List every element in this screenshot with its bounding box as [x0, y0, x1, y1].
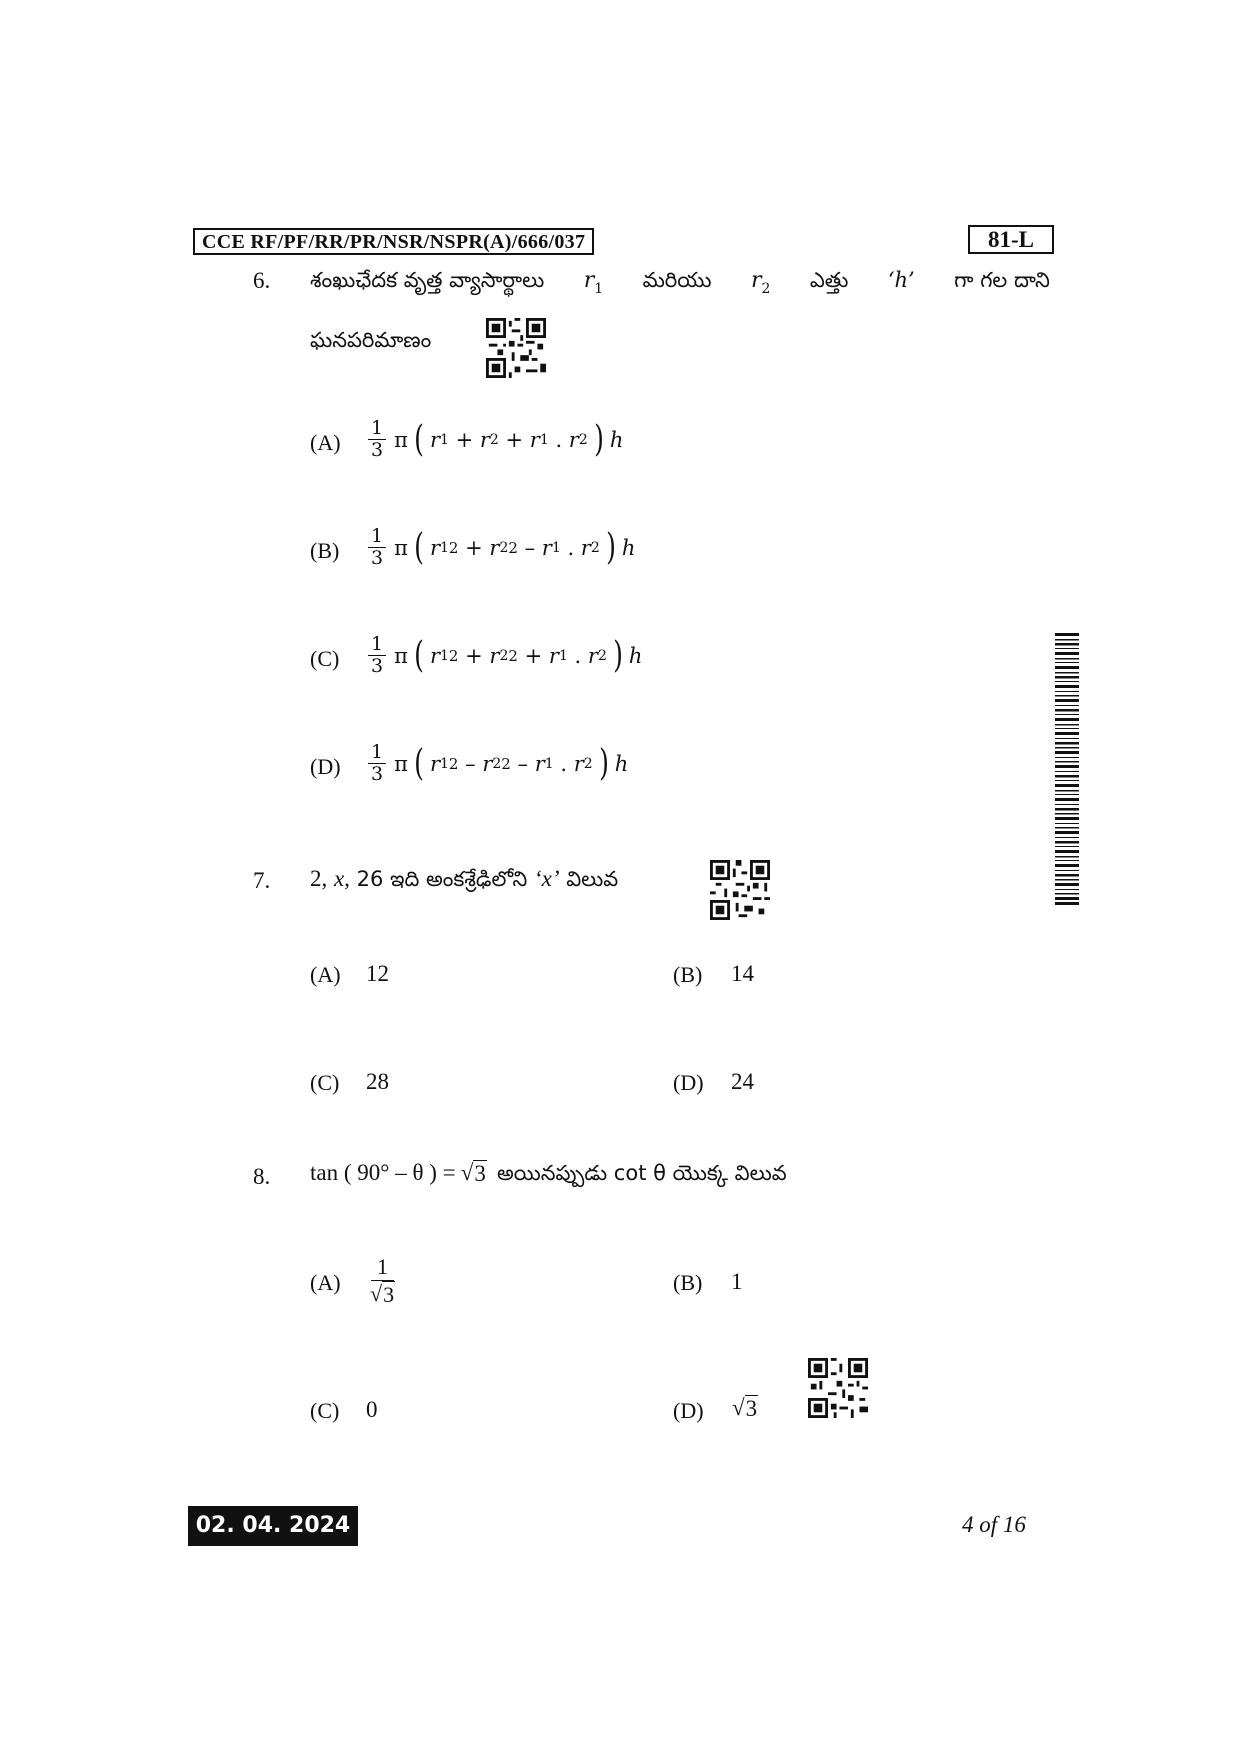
exam-date: 02. 04. 2024: [188, 1506, 358, 1546]
q6-option-d-formula: $\frac{1}{3}$ π ( r 1 2 – r 2 2 – r 1 . r 2 ) h: [368, 742, 628, 785]
question-6-number: 6.: [253, 268, 271, 293]
q6-r1: $r_1$: [583, 268, 604, 297]
q7-option-c-value: 28: [366, 1069, 389, 1094]
question-8-text: [310, 1160, 787, 1191]
q6-option-b-formula: $\frac{1}{3}$ π ( r 1 2 + r 2 2 – r 1 . r 2 ) h: [368, 526, 635, 569]
q8-option-b-label: (B): [673, 1270, 703, 1295]
q6-text-b: మరియు: [642, 268, 712, 292]
q7-option-a-value: 12: [366, 961, 389, 986]
q6-option-a-label: (A): [310, 430, 341, 455]
q7-text-a: 2,: [310, 866, 328, 891]
q7-option-d-label: (D): [673, 1070, 704, 1095]
q8-option-a-formula: 1 √ 3: [370, 1254, 395, 1307]
q8-option-c-value: 0: [366, 1397, 378, 1422]
q6-text-h: ‘h’: [887, 268, 915, 292]
q7-text-x: x,: [333, 866, 350, 891]
q7-option-d-value: 24: [731, 1069, 754, 1094]
q8-option-c-label: (C): [310, 1398, 340, 1423]
q8-text-b: అయినప్పుడు cot θ యొక్క విలువ: [497, 1161, 787, 1185]
q8-sqrt3: √ 3: [460, 1160, 486, 1186]
q8-text-a: tan ( 90° – θ ) =: [310, 1160, 456, 1185]
barcode-icon: [1055, 633, 1079, 905]
qr-code-icon: [486, 318, 546, 378]
q7-option-a-label: (A): [310, 962, 341, 987]
q6-option-a-formula: $\frac{1}{3}$ π ( r 1 + r 2 + r 1 . r 2 ) h: [368, 418, 623, 461]
qr-code-icon: [710, 860, 770, 920]
q8-option-a-label: (A): [310, 1270, 341, 1295]
q7-text-c: విలువ: [566, 867, 619, 891]
question-8-number: 8.: [253, 1164, 271, 1189]
q8-option-d-formula: √ 3: [732, 1395, 758, 1421]
qr-code-icon: [808, 1358, 868, 1418]
q7-option-b-value: 14: [731, 961, 754, 986]
q7-text-b: 26 ఇది అంకశ్రేఢిలోని: [356, 867, 528, 891]
q6-r2: $r_2$: [750, 268, 771, 297]
q7-option-c-label: (C): [310, 1070, 340, 1095]
q6-text-d: గా గల దాని: [954, 268, 1050, 292]
q8-option-d-label: (D): [673, 1398, 704, 1423]
question-7-text: [310, 866, 618, 897]
exam-code: CCE RF/PF/RR/PR/NSR/NSPR(A)/666/037: [193, 228, 594, 255]
q6-text-a: శంఖుఛేదక వృత్త వ్యాసార్థాలు: [310, 268, 545, 292]
q7-option-b-label: (B): [673, 962, 703, 987]
question-7-number: 7.: [253, 868, 271, 893]
q6-text-c: ఎత్తు: [809, 268, 849, 292]
q8-option-b-value: 1: [731, 1269, 743, 1294]
paper-code: 81-L: [968, 225, 1054, 254]
q6-option-c-label: (C): [310, 646, 340, 671]
q6-option-c-formula: $\frac{1}{3}$ π ( r 1 2 + r 2 2 + r 1 . r 2 ) h: [368, 634, 642, 677]
q6-text-line2: ఘనపరిమాణం: [310, 328, 432, 352]
q6-option-b-label: (B): [310, 538, 340, 563]
question-6-text: [310, 268, 1050, 298]
q7-text-xq: ‘x’: [533, 866, 560, 891]
q6-option-d-label: (D): [310, 754, 341, 779]
page-number: 4 of 16: [962, 1512, 1026, 1537]
